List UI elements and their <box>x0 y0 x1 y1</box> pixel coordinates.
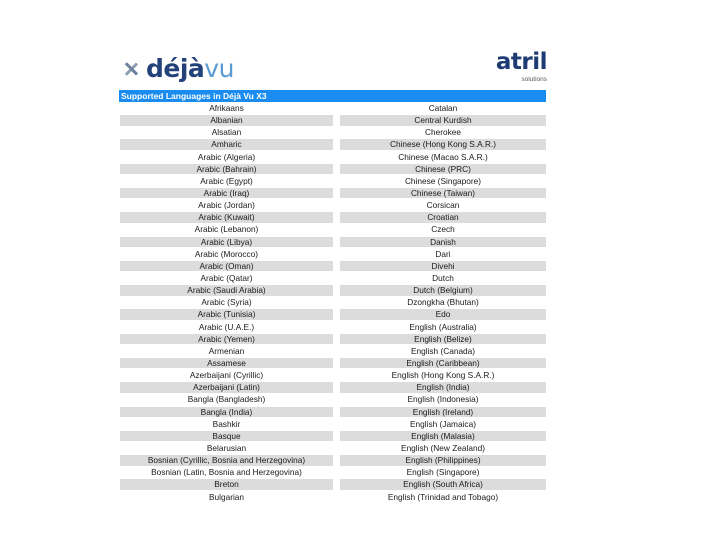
language-cell-left: Arabic (Kuwait) <box>120 212 333 223</box>
table-row <box>0 138 720 150</box>
atril-tagline: solutions <box>521 76 547 83</box>
language-cell-left: Arabic (U.A.E.) <box>198 321 255 332</box>
language-cell-right: English (India) <box>340 382 546 393</box>
language-cell-right: English (Singapore) <box>406 467 480 478</box>
language-cell-right: Catalan <box>428 103 458 113</box>
language-cell-right: Danish <box>340 237 546 248</box>
table-row <box>0 491 720 503</box>
language-cell-right: English (Canada) <box>410 345 476 356</box>
language-cell-right: Corsican <box>426 200 460 211</box>
language-cell-left: Arabic (Qatar) <box>200 272 253 283</box>
table-row <box>0 272 720 284</box>
language-cell-right: Dutch <box>432 272 454 283</box>
language-cell-left: Armenian <box>208 345 245 356</box>
language-cell-left: Arabic (Oman) <box>120 261 333 272</box>
table-row <box>0 151 720 163</box>
language-cell-left: Bulgarian <box>208 491 245 502</box>
language-cell-right: Divehi <box>340 261 546 272</box>
language-cell-right: Croatian <box>340 212 546 223</box>
language-cell-right: Dari <box>435 248 451 259</box>
language-cell-left: Arabic (Iraq) <box>120 188 333 199</box>
language-cell-right: English (Ireland) <box>340 407 546 418</box>
language-cell-right: English (Malasia) <box>340 431 546 442</box>
language-cell-left: Arabic (Morocco) <box>194 248 259 259</box>
language-cell-left: Arabic (Libya) <box>120 237 333 248</box>
table-row <box>0 430 720 442</box>
language-cell-right: Edo <box>340 309 546 320</box>
table-row <box>0 454 720 466</box>
language-cell-left: Arabic (Saudi Arabia) <box>120 285 333 296</box>
table-header <box>119 90 546 102</box>
language-cell-left: Azerbaijani (Cyrillic) <box>189 370 264 381</box>
table-row <box>0 223 720 235</box>
table-title: Supported Languages in Déjà Vu X3 <box>121 91 267 101</box>
table-row <box>0 466 720 478</box>
language-cell-right: Dutch (Belgium) <box>340 285 546 296</box>
table-row <box>0 260 720 272</box>
language-cell-left: Assamese <box>120 358 333 369</box>
table-row <box>0 406 720 418</box>
language-cell-left: Basque <box>120 431 333 442</box>
language-cell-right: English (Philippines) <box>340 455 546 466</box>
language-cell-right: English (Indonesia) <box>407 394 479 405</box>
language-cell-right: English (Caribbean) <box>340 358 546 369</box>
language-cell-left: Arabic (Tunisia) <box>120 309 333 320</box>
table-row <box>0 478 720 490</box>
dejavu-wordmark-part2: vu <box>204 54 234 83</box>
table-row <box>0 187 720 199</box>
table-row <box>0 163 720 175</box>
dejavu-wordmark <box>146 54 234 84</box>
dejavu-logo <box>124 54 234 84</box>
table-row <box>0 381 720 393</box>
language-cell-right: English (Australia) <box>409 321 477 332</box>
language-cell-right: Chinese (Hong Kong S.A.R.) <box>340 139 546 150</box>
language-cell-left: Belarusian <box>206 442 247 453</box>
language-cell-left: Afrikaans <box>209 103 244 113</box>
table-row <box>0 333 720 345</box>
table-row <box>0 175 720 187</box>
dejavu-wordmark-part1: déjà <box>146 54 205 83</box>
table-row <box>0 126 720 138</box>
table-row <box>0 114 720 126</box>
language-cell-right: English (Jamaica) <box>410 418 476 429</box>
language-cell-left: Bangla (Bangladesh) <box>187 394 266 405</box>
language-cell-left: Breton <box>120 479 333 490</box>
language-cell-right: English (South Africa) <box>340 479 546 490</box>
dejavu-cross-icon <box>124 62 138 76</box>
language-cell-left: Alsatian <box>211 127 242 138</box>
table-row <box>0 369 720 381</box>
table-row <box>0 442 720 454</box>
language-cell-left: Arabic (Yemen) <box>120 334 333 345</box>
table-row <box>0 199 720 211</box>
language-cell-left: Arabic (Lebanon) <box>194 224 259 235</box>
table-row <box>0 284 720 296</box>
language-cell-left: Arabic (Syria) <box>201 297 252 308</box>
language-cell-left: Bashkir <box>212 418 241 429</box>
atril-logo <box>487 50 547 84</box>
language-cell-left: Arabic (Bahrain) <box>120 164 333 175</box>
table-row <box>0 236 720 248</box>
language-table <box>0 102 720 503</box>
language-cell-right: Chinese (Macao S.A.R.) <box>398 151 488 162</box>
language-cell-left: Amharic <box>120 139 333 150</box>
language-cell-right: Chinese (PRC) <box>340 164 546 175</box>
language-cell-right: Chinese (Singapore) <box>404 175 482 186</box>
language-cell-left: Albanian <box>120 115 333 126</box>
language-cell-left: Azerbaijani (Latin) <box>120 382 333 393</box>
table-row <box>0 418 720 430</box>
table-row <box>0 357 720 369</box>
atril-wordmark: atril <box>495 49 547 75</box>
language-cell-right: English (Hong Kong S.A.R.) <box>391 370 495 381</box>
language-cell-right: Central Kurdish <box>340 115 546 126</box>
table-row <box>0 102 720 114</box>
language-cell-left: Bangla (India) <box>120 407 333 418</box>
language-cell-right: English (Trinidad and Tobago) <box>387 491 499 502</box>
table-row <box>0 308 720 320</box>
language-cell-right: English (New Zealand) <box>401 442 485 453</box>
table-row <box>0 345 720 357</box>
table-row <box>0 393 720 405</box>
language-cell-right: Cherokee <box>425 127 461 138</box>
language-cell-left: Arabic (Egypt) <box>200 175 253 186</box>
table-row <box>0 211 720 223</box>
language-cell-right: Dzongkha (Bhutan) <box>407 297 479 308</box>
language-cell-left: Arabic (Jordan) <box>198 200 255 211</box>
language-cell-right: Czech <box>431 224 455 235</box>
language-cell-left: Bosnian (Latin, Bosnia and Herzegovina) <box>151 467 302 478</box>
table-row <box>0 321 720 333</box>
language-cell-left: Arabic (Algeria) <box>197 151 256 162</box>
table-row <box>0 248 720 260</box>
language-cell-right: English (Belize) <box>340 334 546 345</box>
language-cell-left: Bosnian (Cyrillic, Bosnia and Herzegovina) <box>120 455 333 466</box>
language-cell-right: Chinese (Taiwan) <box>340 188 546 199</box>
table-row <box>0 296 720 308</box>
